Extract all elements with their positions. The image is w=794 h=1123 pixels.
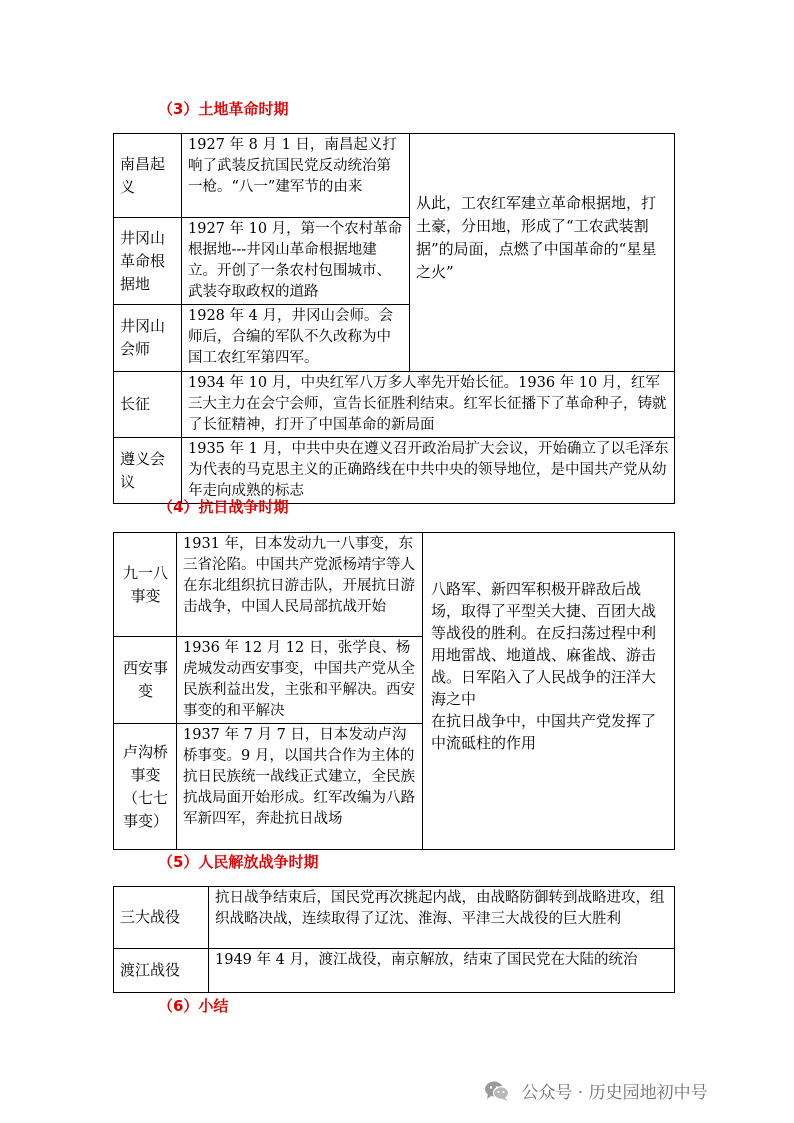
event-content-918: 1931 年，日本发动九一八事变，东三省沦陷。中国共产党派杨靖宇等人在东北组织抗日游击队，开展抗日游击战争，中国人民局部抗战开始 — [177, 533, 423, 637]
event-label-river-crossing: 渡江战役 — [114, 949, 209, 993]
wechat-icon — [484, 1080, 510, 1107]
event-label-jinggangshan-base: 井冈山革命根据地 — [114, 218, 182, 305]
event-label-lugou-bridge: 卢沟桥事变（七七事变） — [114, 724, 177, 850]
anti-japanese-war-summary — [423, 533, 675, 850]
event-content-three-campaigns: 抗日战争结束后，国民党再次挑起内战，由战略防御转到战略进攻，组织战略决战，连续取得了辽沈、淮海、平津三大战役的巨大胜利 — [209, 887, 675, 949]
event-label-three-campaigns: 三大战役 — [114, 887, 209, 949]
event-content-long-march: 1934 年 10 月，中央红军八万多人率先开始长征。1936 年 10 月，红军三大主力在会宁会师，宣告长征胜利结束。红军长征播下了革命种子，铸就了长征精神，打开了中国革命的新局面 — [182, 372, 675, 438]
event-label-jinggangshan-meeting: 井冈山会师 — [114, 305, 182, 372]
event-content-nanchang: 1927 年 8 月 1 日，南昌起义打响了武装反抗国民党反动统治第一枪。“八一”建军节的由来 — [182, 134, 410, 218]
event-label-long-march: 长征 — [114, 372, 182, 438]
event-content-lugou-bridge: 1937 年 7 月 7 日，日本发动卢沟桥事变。9 月，以国共合作为主体的抗日民族统一战线正式建立，全民族抗战局面开始形成。红军改编为八路军新四军，奔赴抗日战场 — [177, 724, 423, 850]
event-content-zunyi: 1935 年 1 月，中共中央在遵义召开政治局扩大会议，开始确立了以毛泽东为代表的马克思主义的正确路线在中共中央的领导地位，是中国共产党从幼年走向成熟的标志 — [182, 438, 675, 504]
land-revolution-summary: 从此，工农红军建立革命根据地，打土豪，分田地，形成了“工农武装割据”的局面，点燃了中国革命的“星星之火” — [410, 134, 675, 372]
event-label-zunyi: 遵义会议 — [114, 438, 182, 504]
event-content-jinggangshan-meeting: 1928 年 4 月，井冈山会师。会师后，合编的军队不久改称为中国工农红军第四军。 — [182, 305, 410, 372]
liberation-war-table — [113, 886, 675, 993]
event-content-xian: 1936 年 12 月 12 日，张学良、杨虎城发动西安事变，中国共产党从全民族利益出发，主张和平解决。西安事变的和平解决 — [177, 637, 423, 724]
section-6-title: （6）小结 — [158, 997, 229, 1015]
section-3-title: （3）土地革命时期 — [158, 100, 289, 118]
footer-text: 公众号 · 历史园地初中号 — [521, 1083, 708, 1103]
event-label-xian: 西安事变 — [114, 637, 177, 724]
section-4-title: （4）抗日战争时期 — [158, 498, 289, 516]
event-label-nanchang: 南昌起义 — [114, 134, 182, 218]
anti-japanese-war-table — [113, 532, 675, 850]
footer-watermark — [484, 1078, 708, 1107]
event-label-918: 九一八事变 — [114, 533, 177, 637]
land-revolution-table — [113, 133, 675, 504]
anti-japanese-summary-text: 八路军、新四军积极开辟敌后战场，取得了平型关大捷、百团大战等战役的胜利。在反扫荡过程中利用地雷战、地道战、麻雀战、游击战。日军陷入了人民战争的汪洋大海之中 — [431, 580, 657, 708]
anti-japanese-summary-conclusion: 在抗日战争中，中国共产党发挥了中流砥柱的作用 — [431, 712, 657, 752]
event-content-river-crossing: 1949 年 4 月，渡江战役，南京解放，结束了国民党在大陆的统治 — [209, 949, 675, 993]
event-content-jinggangshan-base: 1927 年 10 月，第一个农村革命根据地---井冈山革命根据地建立。开创了一条农村包围城市、武装夺取政权的道路 — [182, 218, 410, 305]
section-5-title: （5）人民解放战争时期 — [158, 853, 319, 871]
